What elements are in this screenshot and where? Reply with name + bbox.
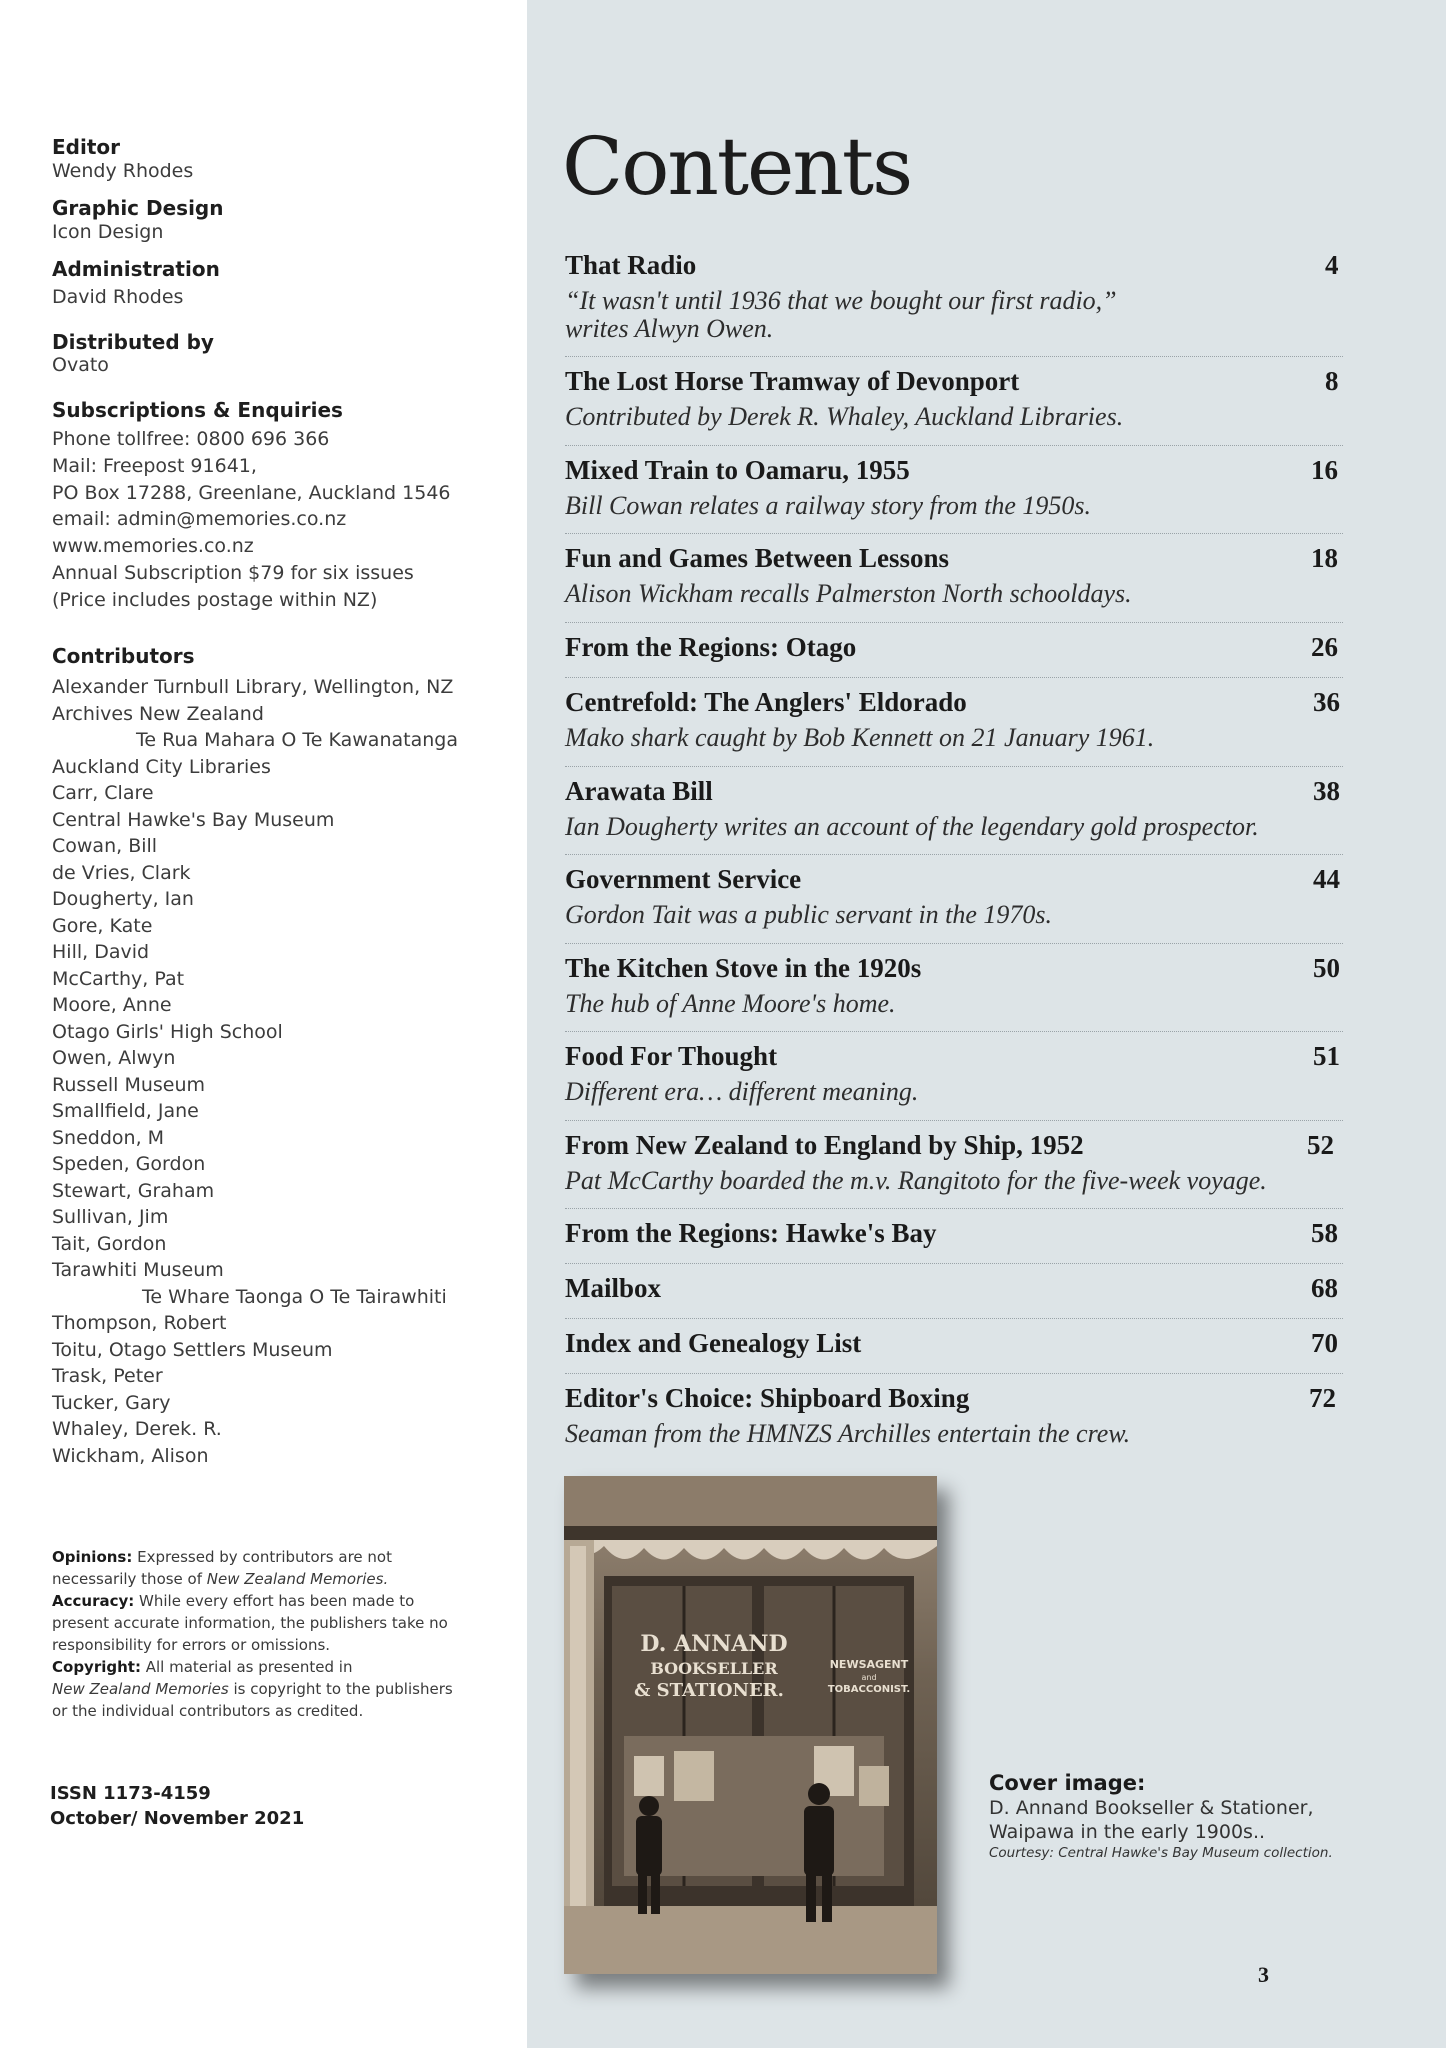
entry-title: From New Zealand to England by Ship, 1952 <box>565 1130 1084 1160</box>
accuracy-line-1: Accuracy: While every effort has been made to <box>52 1592 415 1610</box>
sign-text: NEWSAGENT <box>829 1658 909 1671</box>
divider <box>565 445 1343 446</box>
divider <box>565 533 1343 534</box>
subscriptions-line: Mail: Freepost 91641, <box>52 454 257 477</box>
entry-page: 44 <box>1313 864 1340 894</box>
contributor: Dougherty, Ian <box>52 888 194 910</box>
entry-page: 70 <box>1311 1328 1338 1358</box>
divider <box>565 1031 1343 1032</box>
contents-entry[interactable] <box>565 455 1343 521</box>
opinions-line-2: necessarily those of New Zealand Memories. <box>52 1570 389 1588</box>
contents-entry[interactable] <box>565 1383 1343 1449</box>
contents-entry[interactable] <box>565 776 1343 842</box>
entry-title: Government Service <box>565 864 802 894</box>
contributor: Tait, Gordon <box>52 1233 167 1255</box>
subscriptions-line: Annual Subscription $79 for six issues <box>52 561 414 584</box>
subscriptions-line: email: admin@memories.co.nz <box>52 508 347 531</box>
copyright-line-3: or the individual contributors as credited. <box>52 1702 364 1720</box>
divider <box>565 1373 1343 1374</box>
entry-page: 50 <box>1313 953 1340 983</box>
contents-heading: Contents <box>562 120 912 213</box>
contributor: Archives New Zealand <box>52 703 264 725</box>
entry-title: That Radio <box>565 250 697 280</box>
contents-entry[interactable] <box>565 1328 1343 1364</box>
subscriptions-line: PO Box 17288, Greenlane, Auckland 1546 <box>52 481 451 504</box>
contributor: Sneddon, M <box>52 1127 165 1149</box>
contributor: Alexander Turnbull Library, Wellington, NZ <box>52 676 454 698</box>
entry-title: From the Regions: Otago <box>565 632 857 662</box>
entry-title: From the Regions: Hawke's Bay <box>565 1218 937 1248</box>
entry-page: 72 <box>1309 1383 1336 1413</box>
entry-description: Pat McCarthy boarded the m.v. Rangitoto for the five-week voyage. <box>565 1166 1267 1195</box>
contributors-label: Contributors <box>52 644 195 668</box>
contributor: Gore, Kate <box>52 915 153 937</box>
sign-text: & STATIONER. <box>634 1680 784 1701</box>
divider <box>565 943 1343 944</box>
entry-description: “It wasn't until 1936 that we bought our first radio,” <box>565 286 1117 315</box>
divider <box>565 677 1343 678</box>
cover-courtesy: Courtesy: Central Hawke's Bay Museum collection. <box>989 1845 1333 1861</box>
contributor: Owen, Alwyn <box>52 1047 176 1069</box>
entry-page: 38 <box>1313 776 1340 806</box>
subscriptions-line: www.memories.co.nz <box>52 535 254 558</box>
divider <box>565 1120 1343 1121</box>
entry-description: Mako shark caught by Bob Kennett on 21 January 1961. <box>565 723 1155 752</box>
cover-label: Cover image: <box>989 1771 1146 1795</box>
contributor: Auckland City Libraries <box>52 756 271 778</box>
entry-title: The Lost Horse Tramway of Devonport <box>565 366 1020 396</box>
contents-entry[interactable] <box>565 366 1343 432</box>
contributor: Wickham, Alison <box>52 1445 209 1467</box>
divider <box>565 622 1343 623</box>
entry-description: writes Alwyn Owen. <box>565 314 774 343</box>
entry-description: Alison Wickham recalls Palmerston North schooldays. <box>565 579 1132 608</box>
divider <box>565 1318 1343 1319</box>
entry-description: Contributed by Derek R. Whaley, Auckland Libraries. <box>565 402 1124 431</box>
entry-page: 52 <box>1307 1130 1334 1160</box>
entry-page: 18 <box>1311 543 1338 573</box>
entry-title: Fun and Games Between Lessons <box>565 543 950 573</box>
entry-title: Food For Thought <box>565 1041 778 1071</box>
entry-description: Gordon Tait was a public servant in the 1970s. <box>565 900 1053 929</box>
contents-entry[interactable] <box>565 543 1343 609</box>
contents-entry[interactable] <box>565 864 1343 930</box>
contributor: Sullivan, Jim <box>52 1206 169 1228</box>
design-value: Icon Design <box>52 221 164 243</box>
editor-label: Editor <box>52 135 120 159</box>
issn: ISSN 1173-4159 <box>50 1783 211 1804</box>
cover-line: D. Annand Bookseller & Stationer, <box>989 1797 1314 1819</box>
subscriptions-line: (Price includes postage within NZ) <box>52 588 378 611</box>
sign-text: and <box>861 1673 877 1682</box>
contributor: Thompson, Robert <box>52 1312 227 1334</box>
contents-entry[interactable] <box>565 1218 1343 1254</box>
subscriptions-info <box>52 426 451 614</box>
contributor: Tucker, Gary <box>52 1392 171 1414</box>
copyright-line-1: Copyright: All material as presented in <box>52 1658 353 1676</box>
entry-page: 68 <box>1311 1273 1338 1303</box>
editor-value: Wendy Rhodes <box>52 160 194 182</box>
entry-page: 4 <box>1325 250 1339 280</box>
contributor: Hill, David <box>52 941 150 963</box>
contributor: Speden, Gordon <box>52 1153 206 1175</box>
divider <box>565 766 1343 767</box>
cover-caption <box>989 1771 1333 1861</box>
admin-label: Administration <box>52 257 220 281</box>
design-label: Graphic Design <box>52 196 224 220</box>
entry-description: Ian Dougherty writes an account of the legendary gold prospector. <box>565 812 1259 841</box>
contributor: Whaley, Derek. R. <box>52 1418 222 1440</box>
contributor: Moore, Anne <box>52 994 172 1016</box>
credits-column <box>0 0 527 2048</box>
contributor: Stewart, Graham <box>52 1180 215 1202</box>
divider <box>565 1263 1343 1264</box>
contributor: Te Rua Mahara O Te Kawanatanga <box>136 729 458 751</box>
sign-text: BOOKSELLER <box>650 1659 778 1678</box>
entry-page: 26 <box>1311 632 1338 662</box>
entry-title: Centrefold: The Anglers' Eldorado <box>565 687 967 717</box>
contributor: Russell Museum <box>52 1074 206 1096</box>
divider <box>565 854 1343 855</box>
entry-title: Index and Genealogy List <box>565 1328 862 1358</box>
contributor: Cowan, Bill <box>52 835 158 857</box>
contents-entry[interactable] <box>565 632 1343 668</box>
sign-text: D. ANNAND <box>640 1631 788 1657</box>
contents-entry[interactable] <box>565 250 1343 343</box>
contributor: Otago Girls' High School <box>52 1021 283 1043</box>
entry-description: The hub of Anne Moore's home. <box>565 989 896 1018</box>
entry-page: 51 <box>1313 1041 1340 1071</box>
contents-entry[interactable] <box>565 1130 1343 1196</box>
opinions-line-1: Opinions: Expressed by contributors are not <box>52 1548 392 1566</box>
distributed-value: Ovato <box>52 354 109 376</box>
issue-date: October/ November 2021 <box>50 1808 305 1829</box>
contents-entry[interactable] <box>565 1041 1343 1107</box>
accuracy-line-2: present accurate information, the publishers take no <box>52 1614 448 1632</box>
contents-entry[interactable] <box>565 953 1343 1019</box>
divider <box>565 356 1343 357</box>
subscriptions-line: Phone tollfree: 0800 696 366 <box>52 428 330 450</box>
entry-page: 36 <box>1313 687 1340 717</box>
entry-page: 58 <box>1311 1218 1338 1248</box>
contents-entry[interactable] <box>565 687 1343 753</box>
contributor: Toitu, Otago Settlers Museum <box>52 1339 333 1361</box>
contributor: Carr, Clare <box>52 782 154 804</box>
contributor: Tarawhiti Museum <box>52 1259 224 1281</box>
cover-photo-illustration <box>564 1476 937 1974</box>
admin-value: David Rhodes <box>52 286 184 308</box>
entry-page: 8 <box>1325 366 1339 396</box>
contents-entry[interactable] <box>565 1273 1343 1309</box>
cover-photo <box>564 1476 937 1974</box>
copyright-line-2: New Zealand Memories is copyright to the publishers <box>52 1680 453 1698</box>
distributed-label: Distributed by <box>52 330 214 354</box>
entry-page: 16 <box>1311 455 1338 485</box>
copyright-label: Copyright: <box>52 1658 141 1676</box>
divider <box>565 1208 1343 1209</box>
contributor: Central Hawke's Bay Museum <box>52 809 335 831</box>
entry-title: Arawata Bill <box>565 776 713 806</box>
page-number: 3 <box>1258 1962 1269 1987</box>
contributor: McCarthy, Pat <box>52 968 185 990</box>
contributor: Trask, Peter <box>52 1365 163 1387</box>
disclaimer-block <box>52 1546 453 1722</box>
entry-description: Different era… different meaning. <box>565 1077 919 1106</box>
opinions-label: Opinions: <box>52 1548 133 1566</box>
entry-title: Editor's Choice: Shipboard Boxing <box>565 1383 970 1413</box>
sign-text: TOBACCONIST. <box>827 1684 911 1695</box>
entry-title: Mailbox <box>565 1273 662 1303</box>
subscriptions-label: Subscriptions & Enquiries <box>52 398 343 422</box>
entry-description: Bill Cowan relates a railway story from the 1950s. <box>565 491 1092 520</box>
accuracy-label: Accuracy: <box>52 1592 135 1610</box>
contributor: Smallfield, Jane <box>52 1100 199 1122</box>
entry-title: Mixed Train to Oamaru, 1955 <box>565 455 910 485</box>
entry-description: Seaman from the HMNZS Archilles entertain the crew. <box>565 1419 1131 1448</box>
contributor: de Vries, Clark <box>52 862 191 884</box>
accuracy-line-3: responsibility for errors or omissions. <box>52 1636 331 1654</box>
entry-title: The Kitchen Stove in the 1920s <box>565 953 922 983</box>
contributor: Te Whare Taonga O Te Tairawhiti <box>142 1286 447 1308</box>
cover-line: Waipawa in the early 1900s.. <box>989 1821 1266 1843</box>
